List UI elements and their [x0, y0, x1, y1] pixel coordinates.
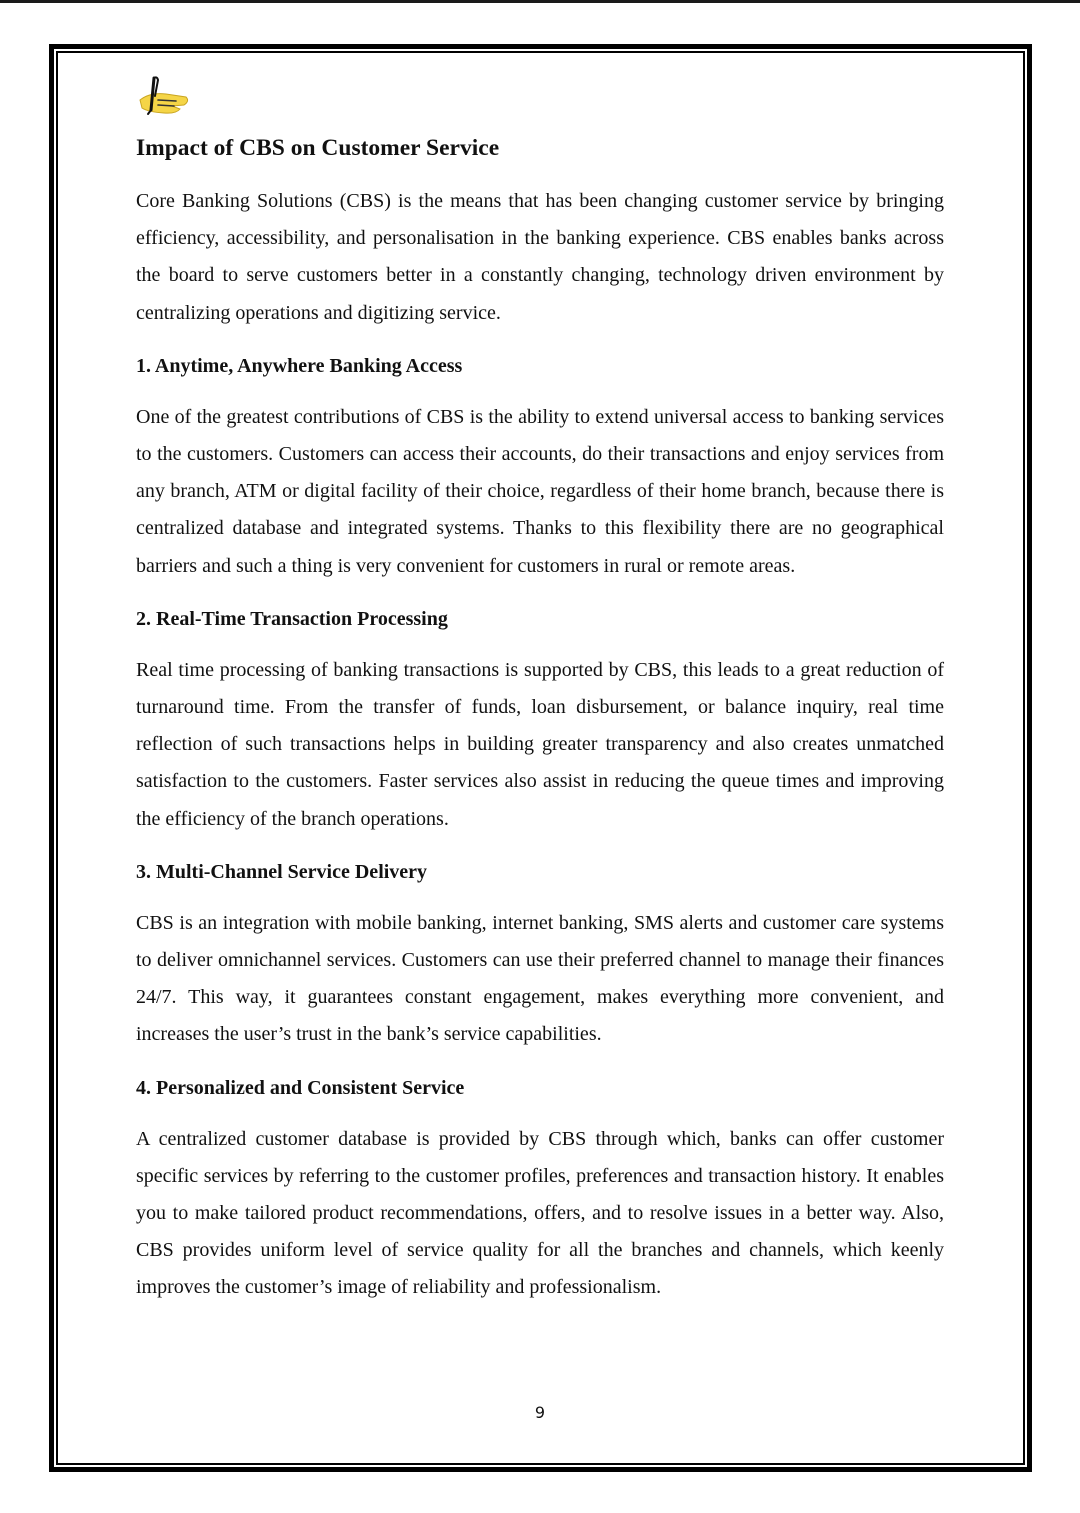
- page-number: 9: [534, 1403, 546, 1422]
- section-anytime-access: [136, 353, 944, 585]
- section-body: CBS is an integration with mobile banking, internet banking, SMS alerts and customer care systems to deliver omnichannel services. Customers can use their preferred channel to manage their finances 24/7. This way, it guarantees constant engagement, makes everything more convenient, and increases the user’s trust in the bank’s service capabilities.: [136, 911, 944, 1046]
- section-heading: 3. Multi-Channel Service Delivery: [136, 860, 428, 883]
- section-heading: 2. Real-Time Transaction Processing: [136, 607, 448, 630]
- section-personalized-service: [136, 1075, 944, 1307]
- section-real-time-processing: [136, 606, 944, 838]
- intro-paragraph: Core Banking Solutions (CBS) is the means that has been changing customer service by bringing efficiency, accessibility, and personalisation in the banking experience. CBS enables banks across the board to serve customers better in a constantly changing, technology driven environment by centralizing operations and digitizing service.: [136, 190, 944, 324]
- top-edge-line: [0, 0, 1080, 3]
- page-content: [136, 70, 944, 1307]
- section-body: One of the greatest contributions of CBS is the ability to extend universal access to banking services to the customers. Customers can access their accounts, do their transactions and enjoy services from any branch, ATM or digital facility of their choice, regardless of their home branch, because there is centralized database and integrated systems. Thanks to this flexibility there are no geographical barriers and such a thing is very convenient for customers in rural or remote areas.: [136, 405, 944, 577]
- section-body: Real time processing of banking transactions is supported by CBS, this leads to a great reduction of turnaround time. From the transfer of funds, loan disbursement, or balance inquiry, real time reflection of such transactions helps in building greater transparency and also creates unmatched satisfaction to the customers. Faster services also assist in reducing the queue times and improving the efficiency of the branch operations.: [136, 658, 944, 830]
- section-heading: 1. Anytime, Anywhere Banking Access: [136, 354, 463, 377]
- page-title: Impact of CBS on Customer Service: [136, 135, 500, 161]
- pencil-note-icon: [136, 70, 192, 118]
- section-heading: 4. Personalized and Consistent Service: [136, 1076, 465, 1099]
- section-body: A centralized customer database is provided by CBS through which, banks can offer customer specific services by referring to the customer profiles, preferences and transaction history. It enables you to make tailored product recommendations, offers, and to resolve issues in a better way. Also, CBS provides uniform level of service quality for all the branches and channels, which keenly improves the customer’s image of reliability and professionalism.: [136, 1127, 944, 1299]
- section-multi-channel: [136, 859, 944, 1054]
